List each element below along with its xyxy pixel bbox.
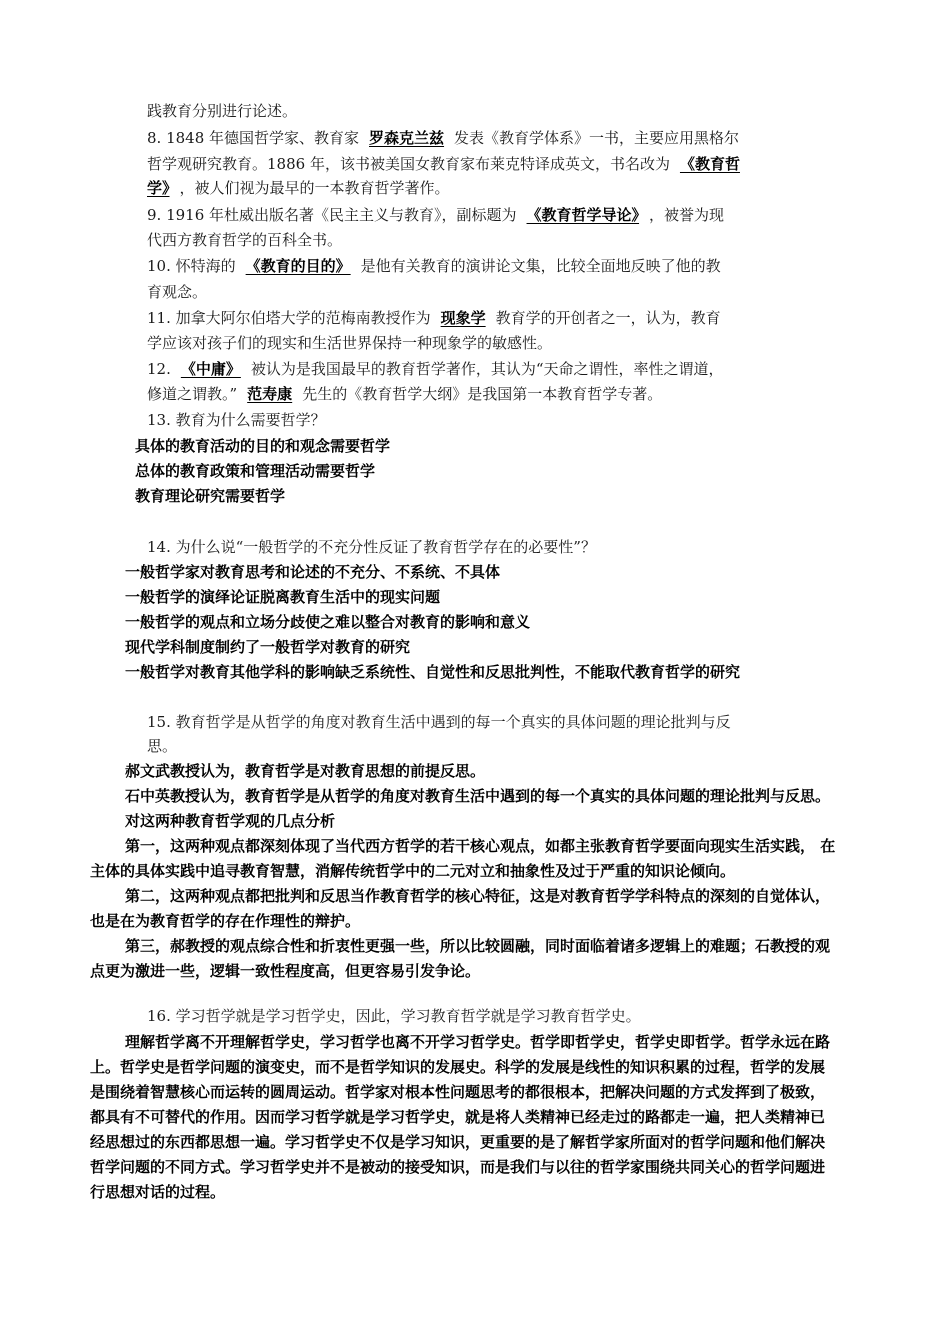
- answer-blank: 罗森克兰兹: [369, 129, 445, 147]
- answer-line: 一般哲学家对教育思考和论述的不充分、不系统、不具体: [125, 563, 501, 581]
- question-11-line-1: 11. 加拿大阿尔伯塔大学的范梅南教授作为 现象学 教育学的开创者之一，认为，教育: [147, 309, 721, 327]
- answer-line: 经思想过的东西都思想一遍。学习哲学史不仅是学习知识，更重要的是了解哲学家所面对的哲学问题和他们解决: [90, 1133, 826, 1151]
- answer-line: 上。哲学史是哲学问题的演变史，而不是哲学知识的发展史。科学的发展是线性的知识积累的过程，哲学的发展: [90, 1058, 826, 1076]
- question-14-title: 14. 为什么说“一般哲学的不充分性反证了教育哲学存在的必要性”？: [147, 538, 596, 556]
- question-8-line-3: 学》 ，被人们视为最早的一本教育哲学著作。: [147, 179, 450, 197]
- answer-line: 第二，这两种观点都把批判和反思当作教育哲学的核心特征，这是对教育哲学学科特点的深刻的自觉体认，: [125, 887, 831, 905]
- answer-line: 哲学问题的不同方式。学习哲学史并不是被动的接受知识，而是我们与以往的哲学家围绕共同关心的哲学问题进: [90, 1158, 826, 1176]
- answer-line: 一般哲学对教育其他学科的影响缺乏系统性、自觉性和反思批判性，不能取代教育哲学的研究: [125, 663, 741, 681]
- answer-line: 教育理论研究需要哲学: [135, 487, 286, 505]
- question-11-line-2: 学应该对孩子们的现实和生活世界保持一种现象学的敏感性。: [147, 334, 553, 352]
- answer-line: 总体的教育政策和管理活动需要哲学: [135, 462, 376, 480]
- answer-line: 都具有不可替代的作用。因而学习哲学就是学习哲学史，就是将人类精神已经走过的路都走一遍，把人类精神已: [90, 1108, 826, 1126]
- answer-line: 郝文武教授认为，教育哲学是对教育思想的前提反思。: [125, 762, 486, 780]
- answer-blank: 学》: [147, 179, 170, 197]
- question-8-line-2: 哲学观研究教育。1886 年，该书被美国女教育家布莱克特译成英文，书名改为 《教育哲: [147, 155, 740, 173]
- answer-line: 行思想对话的过程。: [90, 1183, 226, 1201]
- answer-line: 对这两种教育哲学观的几点分析: [125, 812, 336, 830]
- answer-blank: 《中庸》: [180, 360, 241, 378]
- question-12-line-2: 修道之谓教。” 范寿康 先生的《教育哲学大纲》是我国第一本教育哲学专著。: [147, 385, 663, 403]
- question-10-line-2: 育观念。: [147, 283, 208, 301]
- question-13-title: 13. 教育为什么需要哲学？: [147, 411, 326, 429]
- answer-line: 也是在为教育哲学的存在作理性的辩护。: [90, 912, 361, 930]
- question-15-title-line-1: 15. 教育哲学是从哲学的角度对教育生活中遇到的每一个真实的具体问题的理论批判与反: [147, 713, 731, 731]
- question-12-line-1: 12. 《中庸》 被认为是我国最早的教育哲学著作，其认为“天命之谓性，率性之谓道，: [147, 360, 724, 378]
- answer-line: 石中英教授认为，教育哲学是从哲学的角度对教育生活中遇到的每一个真实的具体问题的理论批判与反思。: [125, 787, 831, 805]
- answer-line: 第三，郝教授的观点综合性和折衷性更强一些，所以比较圆融，同时面临着诸多逻辑上的难题；石教授的观: [125, 937, 831, 955]
- answer-blank: 现象学: [440, 309, 486, 327]
- question-9-line-2: 代西方教育哲学的百科全书。: [147, 231, 343, 249]
- answer-line: 现代学科制度制约了一般哲学对教育的研究: [125, 638, 411, 656]
- answer-line: 点更为激进一些，逻辑一致性程度高，但更容易引发争论。: [90, 962, 481, 980]
- answer-line: 第一，这两种观点都深刻体现了当代西方哲学的若干核心观点，如都主张教育哲学要面向现实生活实践， 在: [125, 837, 836, 855]
- answer-blank: 《教育的目的》: [245, 257, 351, 275]
- answer-line: 主体的具体实践中追寻教育智慧，消解传统哲学中的二元对立和抽象性及过于严重的知识论倾向。: [90, 862, 736, 880]
- question-15-title-line-2: 思。: [147, 737, 178, 755]
- answer-blank: 《教育哲: [679, 155, 740, 173]
- question-16-title: 16. 学习哲学就是学习哲学史，因此，学习教育哲学就是学习教育哲学史。: [147, 1007, 641, 1025]
- answer-line: 一般哲学的观点和立场分歧使之难以整合对教育的影响和意义: [125, 613, 531, 631]
- answer-line: 是围绕着智慧核心而运转的圆周运动。哲学家对根本性问题思考的都很根本，把解决问题的方式发挥到了极致，: [90, 1083, 826, 1101]
- question-8-line-1: 8. 1848 年德国哲学家、教育家 罗森克兰兹 发表《教育学体系》一书，主要应用黑格尔: [147, 129, 740, 147]
- paragraph-line: 践教育分别进行论述。: [147, 102, 298, 120]
- question-9-line-1: 9. 1916 年杜威出版名著《民主主义与教育》，副标题为 《教育哲学导论》 ，被誉为现: [147, 206, 725, 224]
- answer-blank: 范寿康: [247, 385, 293, 403]
- answer-line: 一般哲学的演绎论证脱离教育生活中的现实问题: [125, 588, 441, 606]
- question-10-line-1: 10. 怀特海的 《教育的目的》 是他有关教育的演讲论文集，比较全面地反映了他的教: [147, 257, 721, 275]
- answer-line: 理解哲学离不开理解哲学史，学习哲学也离不开学习哲学史。哲学即哲学史，哲学史即哲学。哲学永远在路: [125, 1033, 831, 1051]
- answer-line: 具体的教育活动的目的和观念需要哲学: [135, 437, 391, 455]
- answer-blank: 《教育哲学导论》: [526, 206, 640, 224]
